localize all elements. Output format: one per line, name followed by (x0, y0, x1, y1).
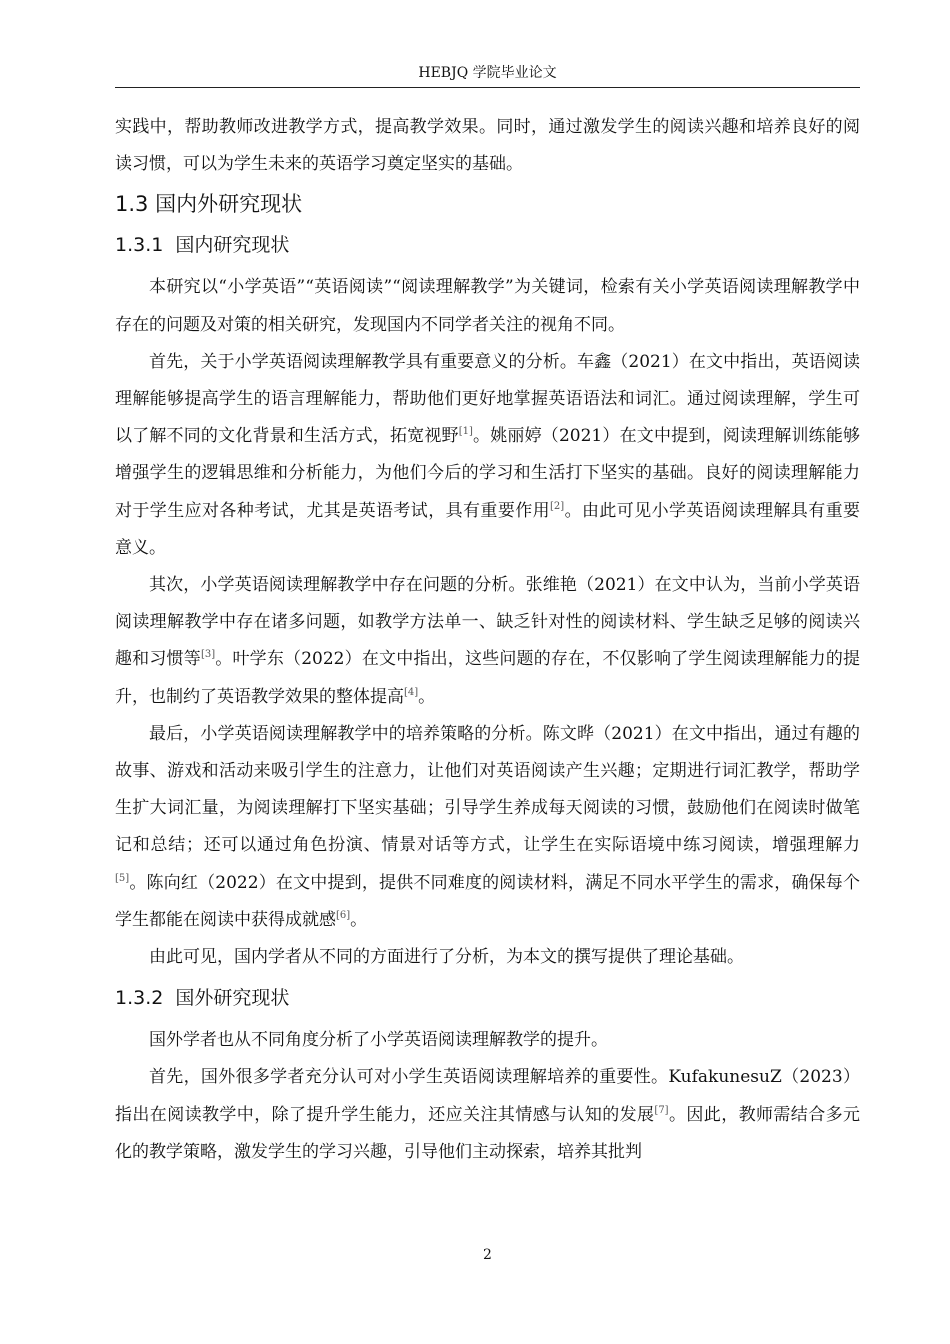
paragraph (115, 1059, 860, 1171)
section-number: 1.3.2 (115, 987, 164, 1010)
paragraph-text: 。 (350, 909, 368, 930)
paragraph: 由此可见，国内学者从不同的方面进行了分析，为本文的撰写提供了理论基础。 (149, 947, 744, 968)
paragraph-text: 。陈向红（2022）在文中提到，提供不同难度的阅读材料，满足不同水平学生的需求，确保每个学生都能在阅读中获得成就感 (115, 872, 860, 930)
citation-ref: [3] (200, 649, 216, 661)
paragraph-text: 首先，关于小学英语阅读理解教学具有重要意义的分析。车鑫（2021）在文中指出，英语阅读理解能够提高学生的语言理解能力，帮助他们更好地掌握英语语法和词汇。通过阅读理解，学生可以了解不同的文化背景和生活方式，拓宽视野 (115, 351, 860, 447)
section-title: 国外研究现状 (175, 987, 290, 1010)
paragraph-text: 其次，小学英语阅读理解教学中存在问题的分析。张维艳（2021）在文中认为，当前小学英语阅读理解教学中存在诸多问题，如教学方法单一、缺乏针对性的阅读材料、学生缺乏足够的阅读兴趣和习惯等 (115, 575, 860, 670)
paragraph: 国外学者也从不同角度分析了小学英语阅读理解教学的提升。 (149, 1030, 608, 1051)
header-divider (115, 87, 860, 88)
document-body (115, 109, 860, 1171)
paragraph-text: 。由此可见小学英语阅读理解具有重要意义。 (115, 500, 860, 558)
paragraph-text: 。 (418, 686, 436, 707)
citation-ref: [5] (115, 872, 130, 884)
paragraph-text: 。因此，教师需结合多元化的教学策略，激发学生的学习兴趣，引导他们主动探索，培养其批判 (115, 1104, 861, 1162)
section-heading-1-3: 1.3 国内外研究现状 (115, 192, 303, 217)
paragraph-text: 。姚丽婷（2021）在文中提到，阅读理解训练能够增强学生的逻辑思维和分析能力，为他们今后的学习和生活打下坚实的基础。良好的阅读理解能力对于学生应对各种考试，尤其是英语考试，具有重要作用 (115, 426, 861, 521)
paragraph-text: 最后，小学英语阅读理解教学中的培养策略的分析。陈文晔（2021）在文中指出，通过有趣的故事、游戏和活动来吸引学生的注意力，让他们对英语阅读产生兴趣；定期进行词汇教学，帮助学生扩大词汇量，为阅读理解打下坚实基础；引导学生养成每天阅读的习惯，鼓励他们在阅读时做笔记和总结；还可以通过角色扮演、情景对话等方式，让学生在实际语境中练习阅读，增强理解力 (115, 723, 860, 856)
citation-ref: [4] (404, 686, 419, 698)
header-title: HEBJQ 学院毕业论文 (418, 65, 557, 81)
section-heading-1-3-2 (115, 984, 860, 1012)
citation-ref: [7] (654, 1104, 669, 1116)
paragraph: 本研究以“小学英语”“英语阅读”“阅读理解教学”为关键词，检索有关小学英语阅读理解教学中存在的问题及对策的相关研究，发现国内不同学者关注的视角不同。 (115, 277, 860, 335)
paragraph (115, 716, 860, 939)
page-number: 2 (483, 1247, 492, 1263)
citation-ref: [2] (550, 500, 565, 512)
section-heading-1-3-1 (115, 231, 860, 259)
page-header (115, 64, 860, 82)
paragraph-text: 首先，国外很多学者充分认可对小学生英语阅读理解培养的重要性。KufakunesuZ（2023）指出在阅读教学中，除了提升学生能力，还应关注其情感与认知的发展 (115, 1067, 860, 1125)
paragraph-text: 。叶学东（2022）在文中指出，这些问题的存在，不仅影响了学生阅读理解能力的提升，也制约了英语教学效果的整体提高 (115, 649, 861, 707)
paragraph (115, 567, 860, 716)
section-number: 1.3.1 (115, 234, 164, 257)
section-title: 国内研究现状 (175, 234, 290, 257)
paragraph (115, 344, 860, 567)
citation-ref: [1] (458, 426, 473, 438)
intro-paragraph-tail: 实践中，帮助教师改进教学方式，提高教学效果。同时，通过激发学生的阅读兴趣和培养良好的阅读习惯，可以为学生未来的英语学习奠定坚实的基础。 (115, 117, 860, 175)
citation-ref: [6] (336, 909, 351, 921)
page-footer (115, 1246, 860, 1264)
